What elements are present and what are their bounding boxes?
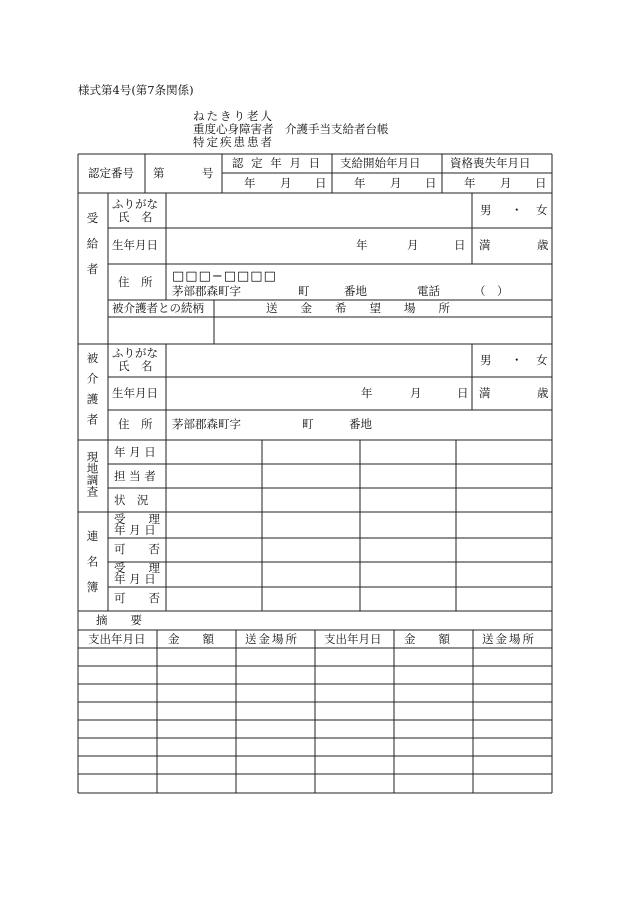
payment-header-amount: 金 額	[404, 632, 450, 646]
roster-section-label: 連名簿	[85, 530, 100, 607]
relation-label: 被介護者との続柄	[112, 301, 204, 315]
date-month: 月	[407, 238, 419, 252]
recipient-phone-label: 電話	[417, 284, 440, 298]
caree-age-sai: 歳	[537, 386, 549, 400]
caree-section-label: 被介護者	[85, 352, 100, 434]
cert-number-label: 認定番号	[88, 166, 134, 180]
summary-label: 摘 要	[96, 613, 142, 627]
payment-header-date: 支出年月日	[88, 632, 146, 646]
date-day: 日	[315, 176, 327, 190]
loss-date-header: 資格喪失年月日	[450, 156, 531, 170]
recipient-age-sai: 歳	[537, 238, 549, 252]
cert-date-header: 認 定 年 月 日	[232, 156, 323, 170]
payment-header-amount: 金 額	[168, 632, 214, 646]
date-year: 年	[361, 386, 373, 400]
recipient-cho: 町	[298, 284, 310, 298]
date-month: 月	[410, 386, 422, 400]
date-year: 年	[244, 176, 256, 190]
recipient-sex-female: 女	[536, 203, 548, 217]
caree-furigana-label: ふりがな	[112, 346, 158, 360]
date-day: 日	[425, 176, 437, 190]
date-year: 年	[464, 176, 476, 190]
caree-sex-male: 男	[480, 353, 492, 367]
title-line-2: 重度心身障害者 介護手当支給者台帳	[193, 122, 389, 136]
recipient-town-prefix: 茅部郡森町字	[172, 284, 241, 298]
roster-approval-2: 可 否	[114, 591, 160, 605]
roster-receipt-top-1: 受 理	[114, 512, 160, 526]
title-line-1: ねたきり老人	[193, 109, 274, 123]
caree-address-label: 住 所	[118, 417, 153, 431]
caree-name-label: 氏 名	[118, 359, 153, 373]
caree-birth-label: 生年月日	[112, 386, 158, 400]
date-month: 月	[500, 176, 512, 190]
caree-banchi: 番地	[349, 417, 372, 431]
caree-sex-female: 女	[536, 353, 548, 367]
caree-cho: 町	[302, 417, 314, 431]
recipient-phone-paren: （ ）	[474, 284, 509, 298]
roster-approval-1: 可 否	[114, 542, 160, 556]
survey-date-label: 年 月 日	[114, 445, 156, 459]
roster-receipt-bottom-2: 年 月 日	[114, 572, 156, 586]
caree-age-man: 満	[479, 386, 491, 400]
survey-section-label: 現地調査	[85, 451, 100, 497]
date-month: 月	[390, 176, 402, 190]
title-line-3: 特定疾患患者	[193, 135, 274, 149]
recipient-furigana-label: ふりがな	[112, 197, 158, 211]
recipient-age-man: 満	[479, 238, 491, 252]
survey-status-label: 状 況	[114, 493, 149, 507]
remittance-place-label: 送 金 希 望 場 所	[266, 301, 450, 315]
date-year: 年	[356, 238, 368, 252]
recipient-name-label: 氏 名	[118, 210, 153, 224]
date-day: 日	[535, 176, 547, 190]
recipient-section-label: 受給者	[85, 212, 100, 289]
recipient-address-label: 住 所	[118, 275, 153, 289]
cert-number-go: 号	[202, 166, 214, 180]
recipient-birth-label: 生年月日	[112, 238, 158, 252]
recipient-sex-male: 男	[480, 203, 492, 217]
roster-receipt-bottom-1: 年 月 日	[114, 523, 156, 537]
payment-header-place: 送金場所	[245, 632, 299, 646]
caree-town-prefix: 茅部郡森町字	[172, 417, 241, 431]
cert-number-dai: 第	[153, 166, 165, 180]
date-month: 月	[280, 176, 292, 190]
survey-staff-label: 担 当 者	[114, 469, 156, 483]
recipient-postal-boxes: □□□−□□□□	[172, 269, 277, 284]
recipient-banchi: 番地	[344, 284, 367, 298]
payment-header-place: 送金場所	[482, 632, 536, 646]
form-reference: 様式第4号(第7条関係)	[78, 83, 194, 97]
roster-receipt-top-2: 受 理	[114, 561, 160, 575]
payment-header-date: 支出年月日	[324, 632, 382, 646]
date-year: 年	[354, 176, 366, 190]
date-day: 日	[454, 238, 466, 252]
caree-sex-dot: ・	[511, 353, 523, 367]
start-date-header: 支給開始年月日	[340, 156, 421, 170]
date-day: 日	[457, 386, 469, 400]
recipient-sex-dot: ・	[511, 203, 523, 217]
